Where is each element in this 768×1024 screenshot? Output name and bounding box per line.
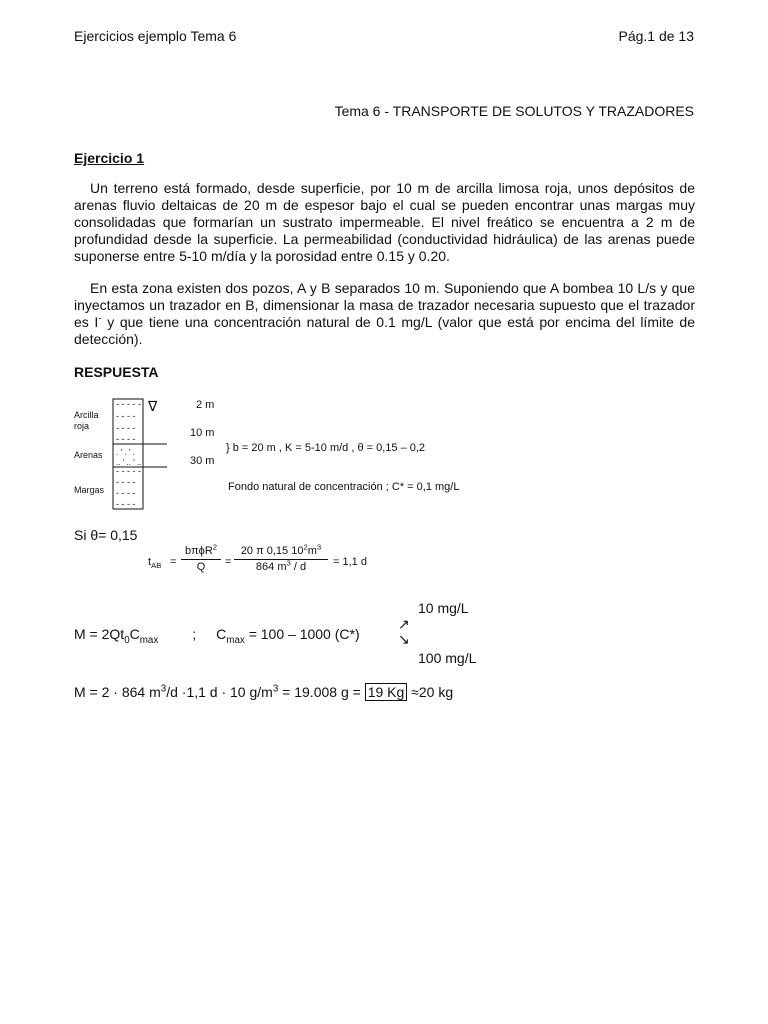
arrow-up-icon: ↗ <box>398 616 410 632</box>
exercise-heading: Ejercicio 1 <box>74 150 145 166</box>
concentration-top: 10 mg/L <box>418 600 469 616</box>
equals-sign-1: = <box>170 556 177 568</box>
answer-heading: RESPUESTA <box>74 364 159 380</box>
svg-text:. ' . ' .: . ' . ' . <box>116 448 135 457</box>
header-left: Ejercicios ejemplo Tema 6 <box>74 28 237 44</box>
clay-pattern <box>116 399 141 444</box>
boxed-result: 19 Kg <box>365 683 408 701</box>
document-title: Tema 6 - TRANSPORTE DE SOLUTOS Y TRAZADORES <box>334 103 694 119</box>
svg-text:- - - -: - - - - <box>116 423 136 433</box>
sand-pattern <box>116 448 141 467</box>
svg-text:.. ' .. ' ..: .. ' .. ' .. <box>116 458 142 467</box>
travel-time-result: = 1,1 d <box>333 556 367 568</box>
header-page-number: Pág.1 de 13 <box>618 28 694 44</box>
depth-label-30m: 30 m <box>190 455 215 467</box>
svg-text:- - - -: - - - - <box>116 477 136 487</box>
fraction-numeric: $\frac{20 \pi 0,15 10^2m^3}{864 m^3 / d}$ <box>234 545 328 574</box>
water-table-symbol: ∇ <box>148 398 158 414</box>
svg-text:- - - - -: - - - - - <box>116 466 141 476</box>
svg-text:- - - -: - - - - <box>116 488 136 498</box>
concentration-bottom: 100 mg/L <box>418 650 477 666</box>
depth-label-2m: 2 m <box>196 399 215 411</box>
arrow-down-icon: ↘ <box>398 631 410 647</box>
layer-label-arcilla: Arcilla <box>74 410 99 420</box>
layer-label-roja: roja <box>74 421 90 431</box>
svg-text:- - - -: - - - - <box>116 411 136 421</box>
porosity-assumption: Si θ= 0,15 <box>74 527 138 543</box>
stratigraphic-column <box>70 395 670 515</box>
exercise-paragraph-1: Un terreno está formado, desde superficie, por 10 m de arcilla limosa roja, unos depósitos de arenas fluvio deltaicas de 20 m de espesor bajo el cual se pueden encontrar unas margas muy consolidadas que formarían un sustrato impermeable. El nivel freático se encuentra a 2 m de profundidad desde la superficie. La permeabilidad (conductividad hidráulica) de las arenas puede suponerse entre 5-10 m/día y la porosidad entre 0.15 y 0.20. <box>74 180 695 264</box>
background-concentration: Fondo natural de concentración ; C* = 0,1 mg/L <box>228 481 460 493</box>
layer-label-margas: Margas <box>74 485 105 495</box>
layer-label-arenas: Arenas <box>74 450 103 460</box>
fraction-symbolic: bπϕR$^2$ Q <box>181 545 221 574</box>
depth-label-10m: 10 m <box>190 427 215 439</box>
svg-text:- - - - -: - - - - - <box>116 399 141 409</box>
tab-symbol: $t_{AB}$ <box>148 556 162 571</box>
mass-formula: $M = 2Qt_0C_{max}$ ; $C_{max} = 100 - 1000$ (C*) <box>74 626 360 646</box>
equals-sign-2: = <box>225 556 232 568</box>
marl-pattern <box>116 466 141 509</box>
svg-text:- - - -: - - - - <box>116 434 136 444</box>
svg-text:- - - -: - - - - <box>116 499 136 509</box>
final-mass-result: M = 2 · 864 $m^3/d \cdot 1,1$ d · 10 $g/m^3 = 19.008$ g = 19 Kg ≈20 kg <box>74 683 454 700</box>
aquifer-parameters: } b = 20 m , K = 5-10 m/d , θ = 0,15 – 0,2 <box>226 442 426 454</box>
exercise-paragraph-2: En esta zona existen dos pozos, A y B separados 10 m. Suponiendo que A bombea 10 L/s y que inyectamos un trazador en B, dimensionar la masa de trazador necesaria supuesto que el trazador es I- y que tiene una concentración natural de 0.1 mg/L (valor que está por encima del límite de detección). <box>74 280 695 347</box>
